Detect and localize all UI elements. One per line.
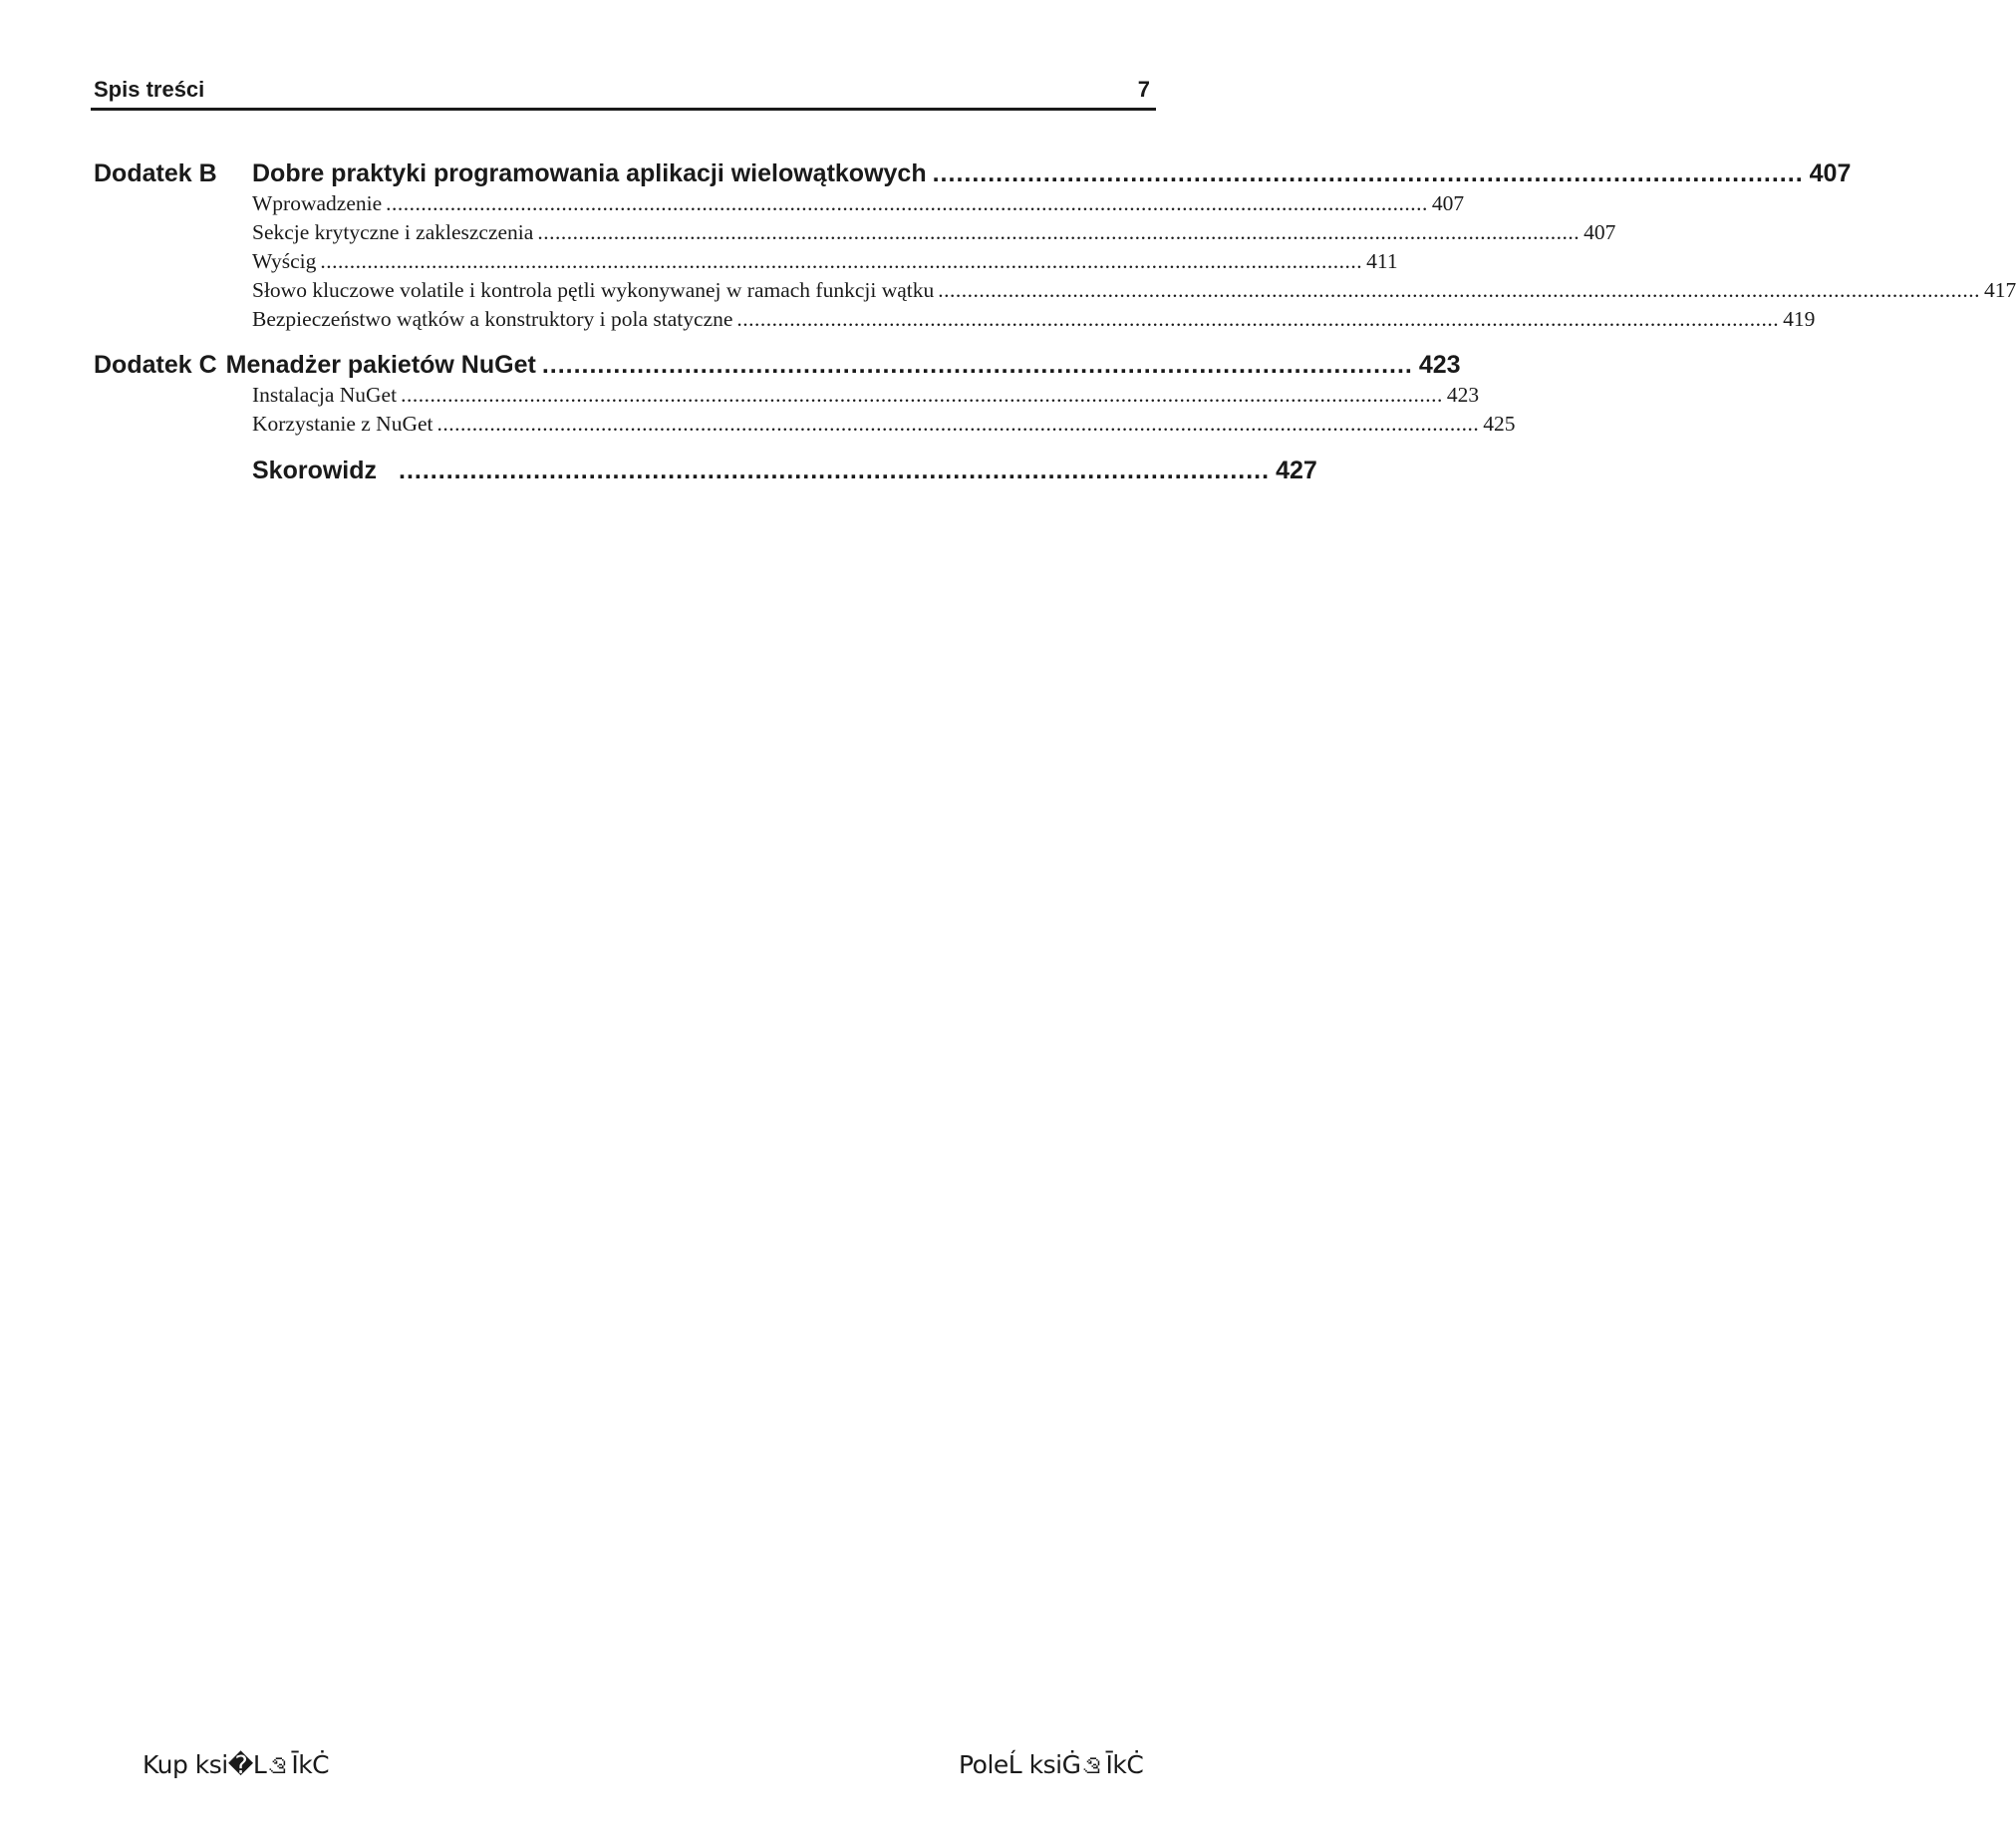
dot-leader: .................................................................................................................................................................................. [320, 249, 1363, 273]
toc-index-entry[interactable] [252, 457, 1317, 490]
chapter-title: Menadżer pakietów NuGet [225, 351, 536, 379]
running-head [94, 72, 1150, 108]
running-head-page-number: 7 [1137, 77, 1150, 102]
section-page-number: 425 [1483, 412, 1516, 436]
dot-leader: .................................................................................................................................................................................. [736, 307, 1780, 331]
chapter-page-number: 407 [1809, 159, 1852, 187]
dot-leader: .................................................................................................................................................................................. [436, 412, 1480, 436]
footer-recommend-book-link[interactable]: PoleĹ ksiĠࡤĪkĊ [959, 1750, 1144, 1779]
header-rule [91, 108, 1156, 111]
dot-leader: .................................................................................................................................................................................. [537, 220, 1581, 244]
chapter-title: Dobre praktyki programowania aplikacji wielowątkowych [252, 159, 927, 187]
toc-chapter-b[interactable] [94, 159, 1852, 193]
dot-leader: .................................................................................................................................................................................. [938, 278, 1980, 302]
section-page-number: 407 [1431, 191, 1465, 215]
dot-leader: .............................................................................................................. [932, 159, 1804, 187]
dot-leader: .............................................................................................................. [399, 457, 1271, 484]
toc-section-entry[interactable] [252, 307, 1816, 335]
toc-section-entry[interactable] [252, 278, 2016, 306]
toc-chapter-c[interactable] [94, 351, 1461, 385]
section-page-number: 407 [1584, 220, 1616, 244]
section-page-number: 423 [1446, 383, 1480, 407]
toc-section-entry[interactable] [252, 191, 1465, 219]
section-title: Instalacja NuGet [252, 383, 398, 407]
section-title: Bezpieczeństwo wątków a konstruktory i pola statyczne [252, 307, 733, 331]
section-page-number: 417 [1984, 278, 2016, 302]
footer-buy-book-link[interactable]: Kup ksi�LࡤĪkĊ [143, 1750, 330, 1779]
section-title: Słowo kluczowe volatile i kontrola pętli wykonywanej w ramach funkcji wątku [252, 278, 935, 302]
chapter-page-number: 423 [1418, 351, 1461, 379]
toc-section-entry[interactable] [252, 220, 1616, 248]
dot-leader: .............................................................................................................. [541, 351, 1413, 379]
dot-leader: .................................................................................................................................................................................. [386, 191, 1428, 215]
toc-section-entry[interactable] [252, 249, 1398, 277]
section-title: Wprowadzenie [252, 191, 383, 215]
section-title: Sekcje krytyczne i zakleszczenia [252, 220, 534, 244]
index-title: Skorowidz [252, 457, 378, 484]
toc-section-entry[interactable] [252, 383, 1480, 411]
dot-leader: .................................................................................................................................................................................. [401, 383, 1443, 407]
section-title: Wyścig [252, 249, 317, 273]
toc-section-entry[interactable] [252, 412, 1516, 440]
chapter-label: Dodatek B [94, 159, 217, 187]
chapter-label: Dodatek C [94, 351, 217, 379]
running-head-title: Spis treści [94, 77, 205, 102]
section-page-number: 419 [1783, 307, 1816, 331]
section-title: Korzystanie z NuGet [252, 412, 433, 436]
index-page-number: 427 [1276, 457, 1317, 484]
section-page-number: 411 [1366, 249, 1398, 273]
